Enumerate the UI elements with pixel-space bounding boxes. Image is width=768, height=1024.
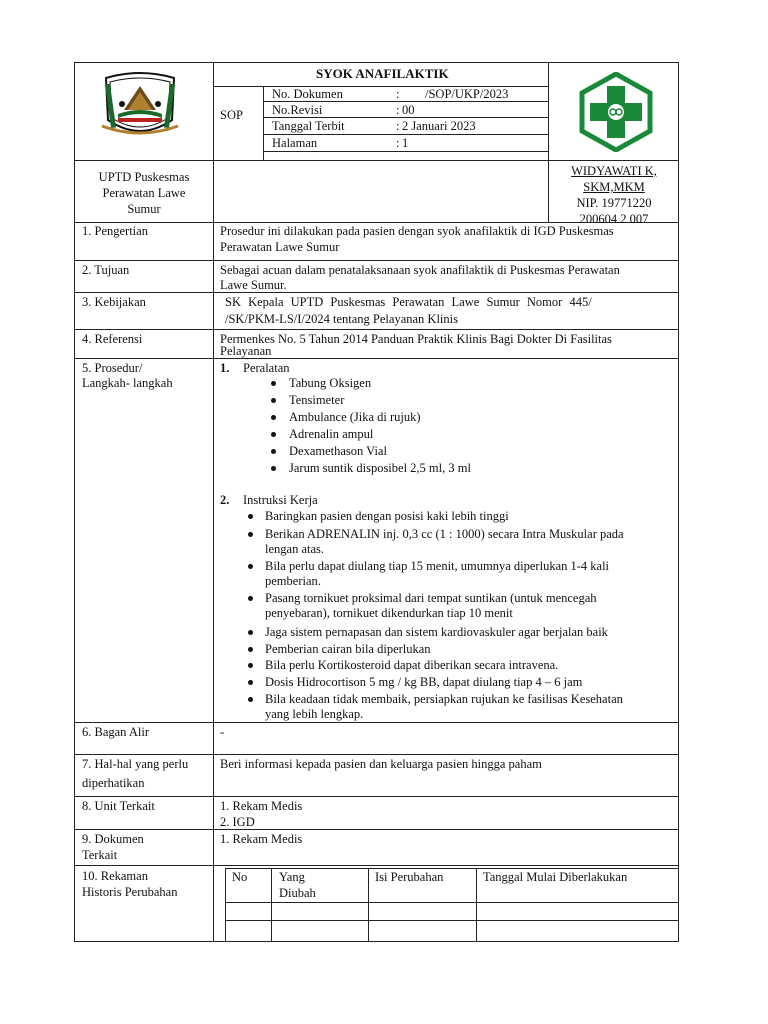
row-label-rekaman-1: 10. Rekaman	[82, 869, 148, 883]
tujuan-line-2: Lawe Sumur.	[220, 278, 287, 292]
bullet-icon	[271, 466, 276, 471]
meta-label-no-revisi: No.Revisi	[272, 103, 323, 117]
instruksi-item-9a: Bila keadaan tidak membaik, persiapkan rujukan ke fasilisas Kesehatan	[265, 692, 623, 706]
puskesmas-green-cross-logo	[576, 72, 656, 152]
meta-sep-no-dokumen: :	[396, 87, 400, 101]
instruksi-item-3b: pemberian.	[265, 574, 321, 588]
org-name-line-3: Sumur	[127, 202, 161, 216]
bullet-icon	[248, 564, 253, 569]
unit-terkait-item-1: 1. Rekam Medis	[220, 799, 303, 813]
bullet-icon	[271, 432, 276, 437]
section2-num: 2.	[220, 493, 230, 507]
row-line-referensi	[74, 329, 679, 330]
row-label-rekaman-2: Historis Perubahan	[82, 885, 178, 899]
row-line-bagan	[74, 722, 679, 723]
regency-crest-logo	[98, 70, 182, 140]
tujuan-line-1: Sebagai acuan dalam penatalaksanaan syok anafilaktik di Puskesmas Perawatan	[220, 263, 620, 277]
row-label-dokumen-2: Terkait	[82, 848, 118, 862]
instruksi-item-2a: Berikan ADRENALIN inj. 0,3 cc (1 : 1000) secara Intra Muskular pada	[265, 527, 624, 541]
bullet-icon	[271, 398, 276, 403]
bullet-icon	[248, 647, 253, 652]
signer-name-line-2: SKM,MKM	[583, 180, 645, 194]
divider-main-col	[213, 62, 214, 942]
row-label-dokumen-1: 9. Dokumen	[82, 832, 144, 846]
referensi-line-2: Pelayanan	[220, 344, 272, 358]
instruksi-item-4a: Pasang tornikuet proksimal dari tempat suntikan (untuk mencegah	[265, 591, 597, 605]
row-label-bagan-alir: 6. Bagan Alir	[82, 725, 150, 739]
org-name-line-2: Perawatan Lawe	[102, 186, 186, 200]
peralatan-item-3: Ambulance (Jika di rujuk)	[289, 410, 421, 424]
peralatan-item-5: Dexamethason Vial	[289, 444, 387, 458]
row-line-unit	[74, 796, 679, 797]
bagan-alir-value: -	[220, 725, 225, 739]
instruksi-item-2b: lengan atas.	[265, 542, 325, 556]
signer-name-line-1: WIDYAWATI K,	[571, 164, 657, 178]
bullet-icon	[248, 630, 253, 635]
meta-label-halaman: Halaman	[272, 136, 318, 150]
signer-block	[552, 163, 676, 227]
header-mid-line	[74, 160, 679, 161]
org-name	[75, 169, 213, 217]
org-name-line-1: UPTD Puskesmas	[98, 170, 190, 184]
instruksi-item-3a: Bila perlu dapat diulang tiap 15 menit, umumnya diperlukan 1-4 kali	[265, 559, 610, 573]
border-bottom	[74, 941, 679, 942]
document-title: SYOK ANAFILAKTIK	[316, 66, 449, 81]
bullet-icon	[271, 415, 276, 420]
row-label-referensi: 4. Referensi	[82, 332, 143, 346]
bullet-icon	[248, 697, 253, 702]
meta-sep-no-revisi: :	[396, 103, 400, 117]
row-label-prosedur-2: Langkah- langkah	[82, 376, 173, 390]
meta-sep-halaman: :	[396, 136, 400, 150]
peralatan-item-2: Tensimeter	[289, 393, 345, 407]
divider-sop-col	[263, 86, 264, 160]
row-line-kebijakan	[74, 292, 679, 293]
peralatan-item-1: Tabung Oksigen	[289, 376, 372, 390]
bullet-icon	[248, 663, 253, 668]
bullet-icon	[248, 532, 253, 537]
row-line-prosedur	[74, 358, 679, 359]
instruksi-item-7: Bila perlu Kortikosteroid dapat diberikan secara intravena.	[265, 658, 559, 672]
bullet-icon	[271, 381, 276, 386]
pengertian-line-2: Perawatan Lawe Sumur	[220, 240, 340, 254]
row-label-prosedur-1: 5. Prosedur/	[82, 361, 143, 375]
bullet-icon	[248, 514, 253, 519]
sop-label: SOP	[220, 108, 243, 122]
history-col-header-isi: Isi Perubahan	[375, 870, 444, 884]
row-label-pengertian: 1. Pengertian	[82, 224, 148, 238]
kebijakan-line-2: /SK/PKM-LS/I/2024 tentang Pelayanan Klinis	[225, 312, 458, 326]
bullet-icon	[248, 596, 253, 601]
hal-hal-text: Beri informasi kepada pasien dan keluarga pasien hingga paham	[220, 757, 542, 771]
row-label-hal-2: diperhatikan	[82, 776, 145, 790]
pengertian-line-1: Prosedur ini dilakukan pada pasien dengan syok anafilaktik di IGD Puskesmas	[220, 224, 614, 238]
instruksi-item-6: Pemberian cairan bila diperlukan	[265, 642, 431, 656]
kebijakan-line-1: SK Kepala UPTD Puskesmas Perawatan Lawe Sumur Nomor 445/	[225, 295, 592, 309]
row-label-unit-terkait: 8. Unit Terkait	[82, 799, 155, 813]
history-row-line	[225, 920, 679, 921]
row-label-kebijakan: 3. Kebijakan	[82, 295, 146, 309]
row-label-hal-1: 7. Hal-hal yang perlu	[82, 757, 189, 771]
signer-nip-line-1: NIP. 19771220	[576, 196, 652, 210]
referensi-line-1: Permenkes No. 5 Tahun 2014 Panduan Praktik Klinis Bagi Dokter Di Fasilitas	[220, 332, 612, 346]
row-line-rekaman	[74, 865, 679, 866]
meta-value-no-dokumen: /SOP/UKP/2023	[425, 87, 509, 101]
meta-label-no-dokumen: No. Dokumen	[272, 87, 343, 101]
peralatan-item-4: Adrenalin ampul	[289, 427, 374, 441]
border-right	[678, 62, 679, 942]
row-line-hal	[74, 754, 679, 755]
divider-logo-col	[548, 62, 549, 222]
unit-terkait-item-2: 2. IGD	[220, 815, 255, 829]
instruksi-item-4b: penyebaran), tornikuet dikendurkan tiap 10 menit	[265, 606, 513, 620]
meta-value-halaman: 1	[402, 136, 409, 150]
row-line-tujuan	[74, 260, 679, 261]
peralatan-item-6: Jarum suntik disposibel 2,5 ml, 3 ml	[289, 461, 471, 475]
meta-value-tanggal-terbit: 2 Januari 2023	[402, 119, 476, 133]
history-col-isi	[476, 868, 477, 941]
row-label-tujuan: 2. Tujuan	[82, 263, 130, 277]
instruksi-item-9b: yang lebih lengkap.	[265, 707, 364, 721]
history-col-yang	[368, 868, 369, 941]
history-col-header-no: No	[232, 870, 248, 884]
row-line-dokumen	[74, 829, 679, 830]
meta-sep-tanggal-terbit: :	[396, 119, 400, 133]
border-top	[74, 62, 679, 63]
bullet-icon	[248, 680, 253, 685]
section1-num: 1.	[220, 361, 230, 375]
bullet-icon	[271, 449, 276, 454]
meta-label-tanggal-terbit: Tanggal Terbit	[272, 119, 345, 133]
history-col-header-yang-2: Diubah	[279, 886, 316, 900]
section2-title: Instruksi Kerja	[243, 493, 318, 507]
history-col-header-tanggal: Tanggal Mulai Diberlakukan	[483, 870, 628, 884]
history-col-header-yang-1: Yang	[279, 870, 305, 884]
meta-row-line-4	[263, 151, 548, 152]
history-col-no	[271, 868, 272, 941]
instruksi-item-1: Baringkan pasien dengan posisi kaki lebih tinggi	[265, 509, 509, 523]
instruksi-item-8: Dosis Hidrocortison 5 mg / kg BB, dapat diulang tiap 4 – 6 jam	[265, 675, 583, 689]
instruksi-item-5: Jaga sistem pernapasan dan sistem kardiovaskuler agar berjalan baik	[265, 625, 608, 639]
history-header-bottom	[225, 902, 679, 903]
history-col-left	[225, 868, 226, 941]
section1-title: Peralatan	[243, 361, 290, 375]
meta-value-no-revisi: 00	[402, 103, 415, 117]
signer-nip-line-2: 200604 2 007	[579, 212, 649, 226]
dokumen-terkait-item-1: 1. Rekam Medis	[220, 832, 303, 846]
